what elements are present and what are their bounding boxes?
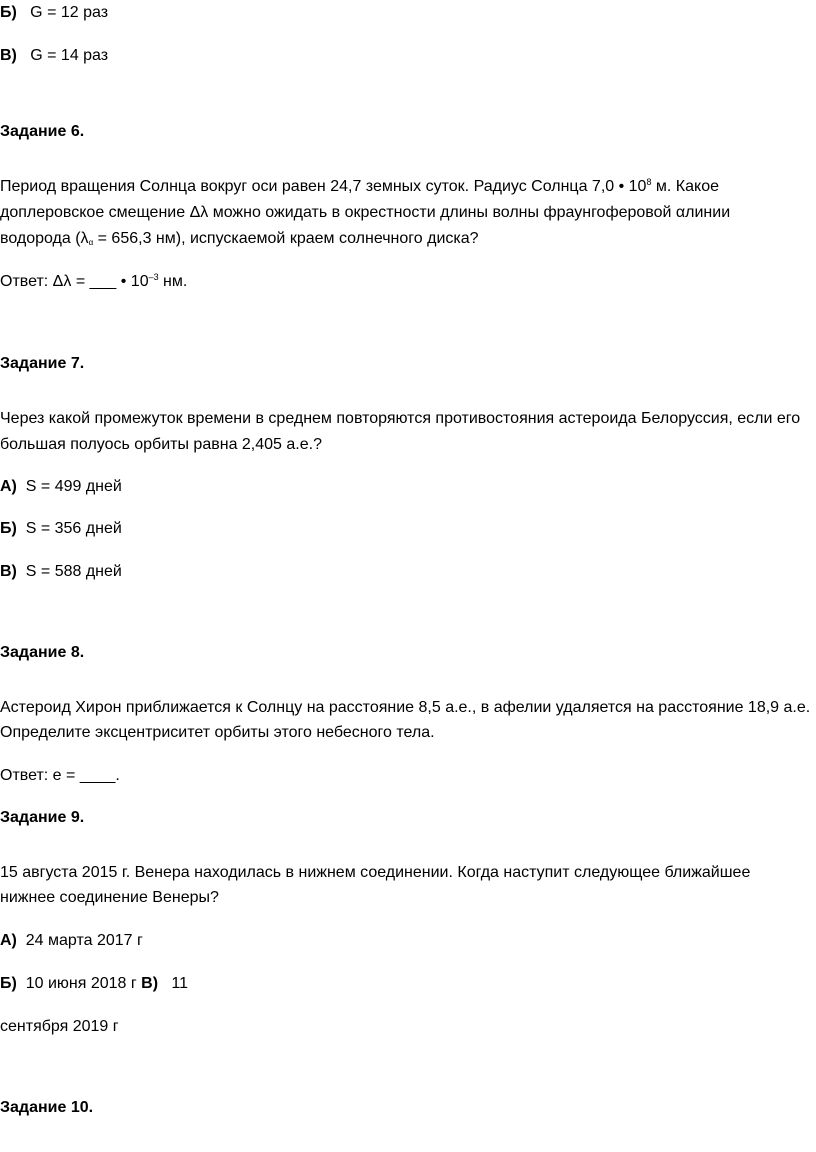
option-text: G = 14 раз — [30, 47, 109, 64]
option-a — [0, 476, 122, 498]
option-text: 11 — [171, 975, 189, 992]
option-v — [0, 561, 122, 583]
option-b-and-v — [0, 973, 188, 995]
option-v — [0, 45, 108, 67]
option-letter: В) — [0, 563, 17, 580]
option-letter: А) — [0, 478, 17, 495]
option-letter: Б) — [0, 520, 17, 537]
option-text: S = 356 дней — [25, 520, 122, 537]
option-letter: Б) — [0, 975, 17, 992]
task6-text-line3: водорода ($\lambda_\alpha = 656,3$ нм), испускаемой краем солнечного диска? — [0, 230, 479, 247]
task10-heading: Задание 10. — [0, 1099, 94, 1116]
option-a — [0, 930, 143, 952]
task8-heading: Задание 8. — [0, 644, 85, 661]
task8-text-line2: Определите эксцентриситет орбиты этого небесного тела. — [0, 724, 435, 741]
task7-text-line1: Через какой промежуток времени в среднем повторяются противостояния астероида Белоруссия, если его — [0, 410, 801, 427]
task7-text-line2: большая полуось орбиты равна 2,405 а.е.? — [0, 436, 322, 453]
option-letter: В) — [0, 47, 17, 64]
task6-answer: Ответ: Δλ = ___ • $10^{-3}$ нм. — [0, 272, 188, 290]
option-letter: Б) — [0, 4, 17, 21]
task6-text-line1: Период вращения Солнца вокруг оси равен 24,7 земных суток. Радиус Солнца 7,0 • $10^8$ м. Какое — [0, 177, 719, 195]
task9-heading: Задание 9. — [0, 809, 85, 826]
option-b — [0, 518, 122, 540]
option-text: S = 588 дней — [25, 563, 122, 580]
task8-text-line1: Астероид Хирон приближается к Солнцу на расстояние 8,5 а.е., в афелии удаляется на расстояние 18,9 а.е. — [0, 699, 811, 716]
option-letter: А) — [0, 932, 17, 949]
option-text: 24 марта 2017 г — [25, 932, 143, 949]
option-v-continuation: сентября 2019 г — [0, 1018, 119, 1035]
option-text: 10 июня 2018 г — [25, 975, 142, 992]
task6-text-line2: доплеровское смещение Δλ можно ожидать в окрестности длины волны фраунгоферовой αлинии — [0, 204, 731, 221]
option-b — [0, 2, 108, 24]
option-text: G = 12 раз — [30, 4, 109, 21]
option-text: S = 499 дней — [25, 478, 122, 495]
task9-text-line1: 15 августа 2015 г. Венера находилась в нижнем соединении. Когда наступит следующее ближайшее — [0, 864, 751, 881]
option-letter: В) — [141, 975, 159, 992]
task7-heading: Задание 7. — [0, 355, 85, 372]
task9-text-line2: нижнее соединение Венеры? — [0, 889, 219, 906]
task6-heading: Задание 6. — [0, 123, 85, 140]
task8-answer: Ответ: e = ____. — [0, 767, 120, 784]
